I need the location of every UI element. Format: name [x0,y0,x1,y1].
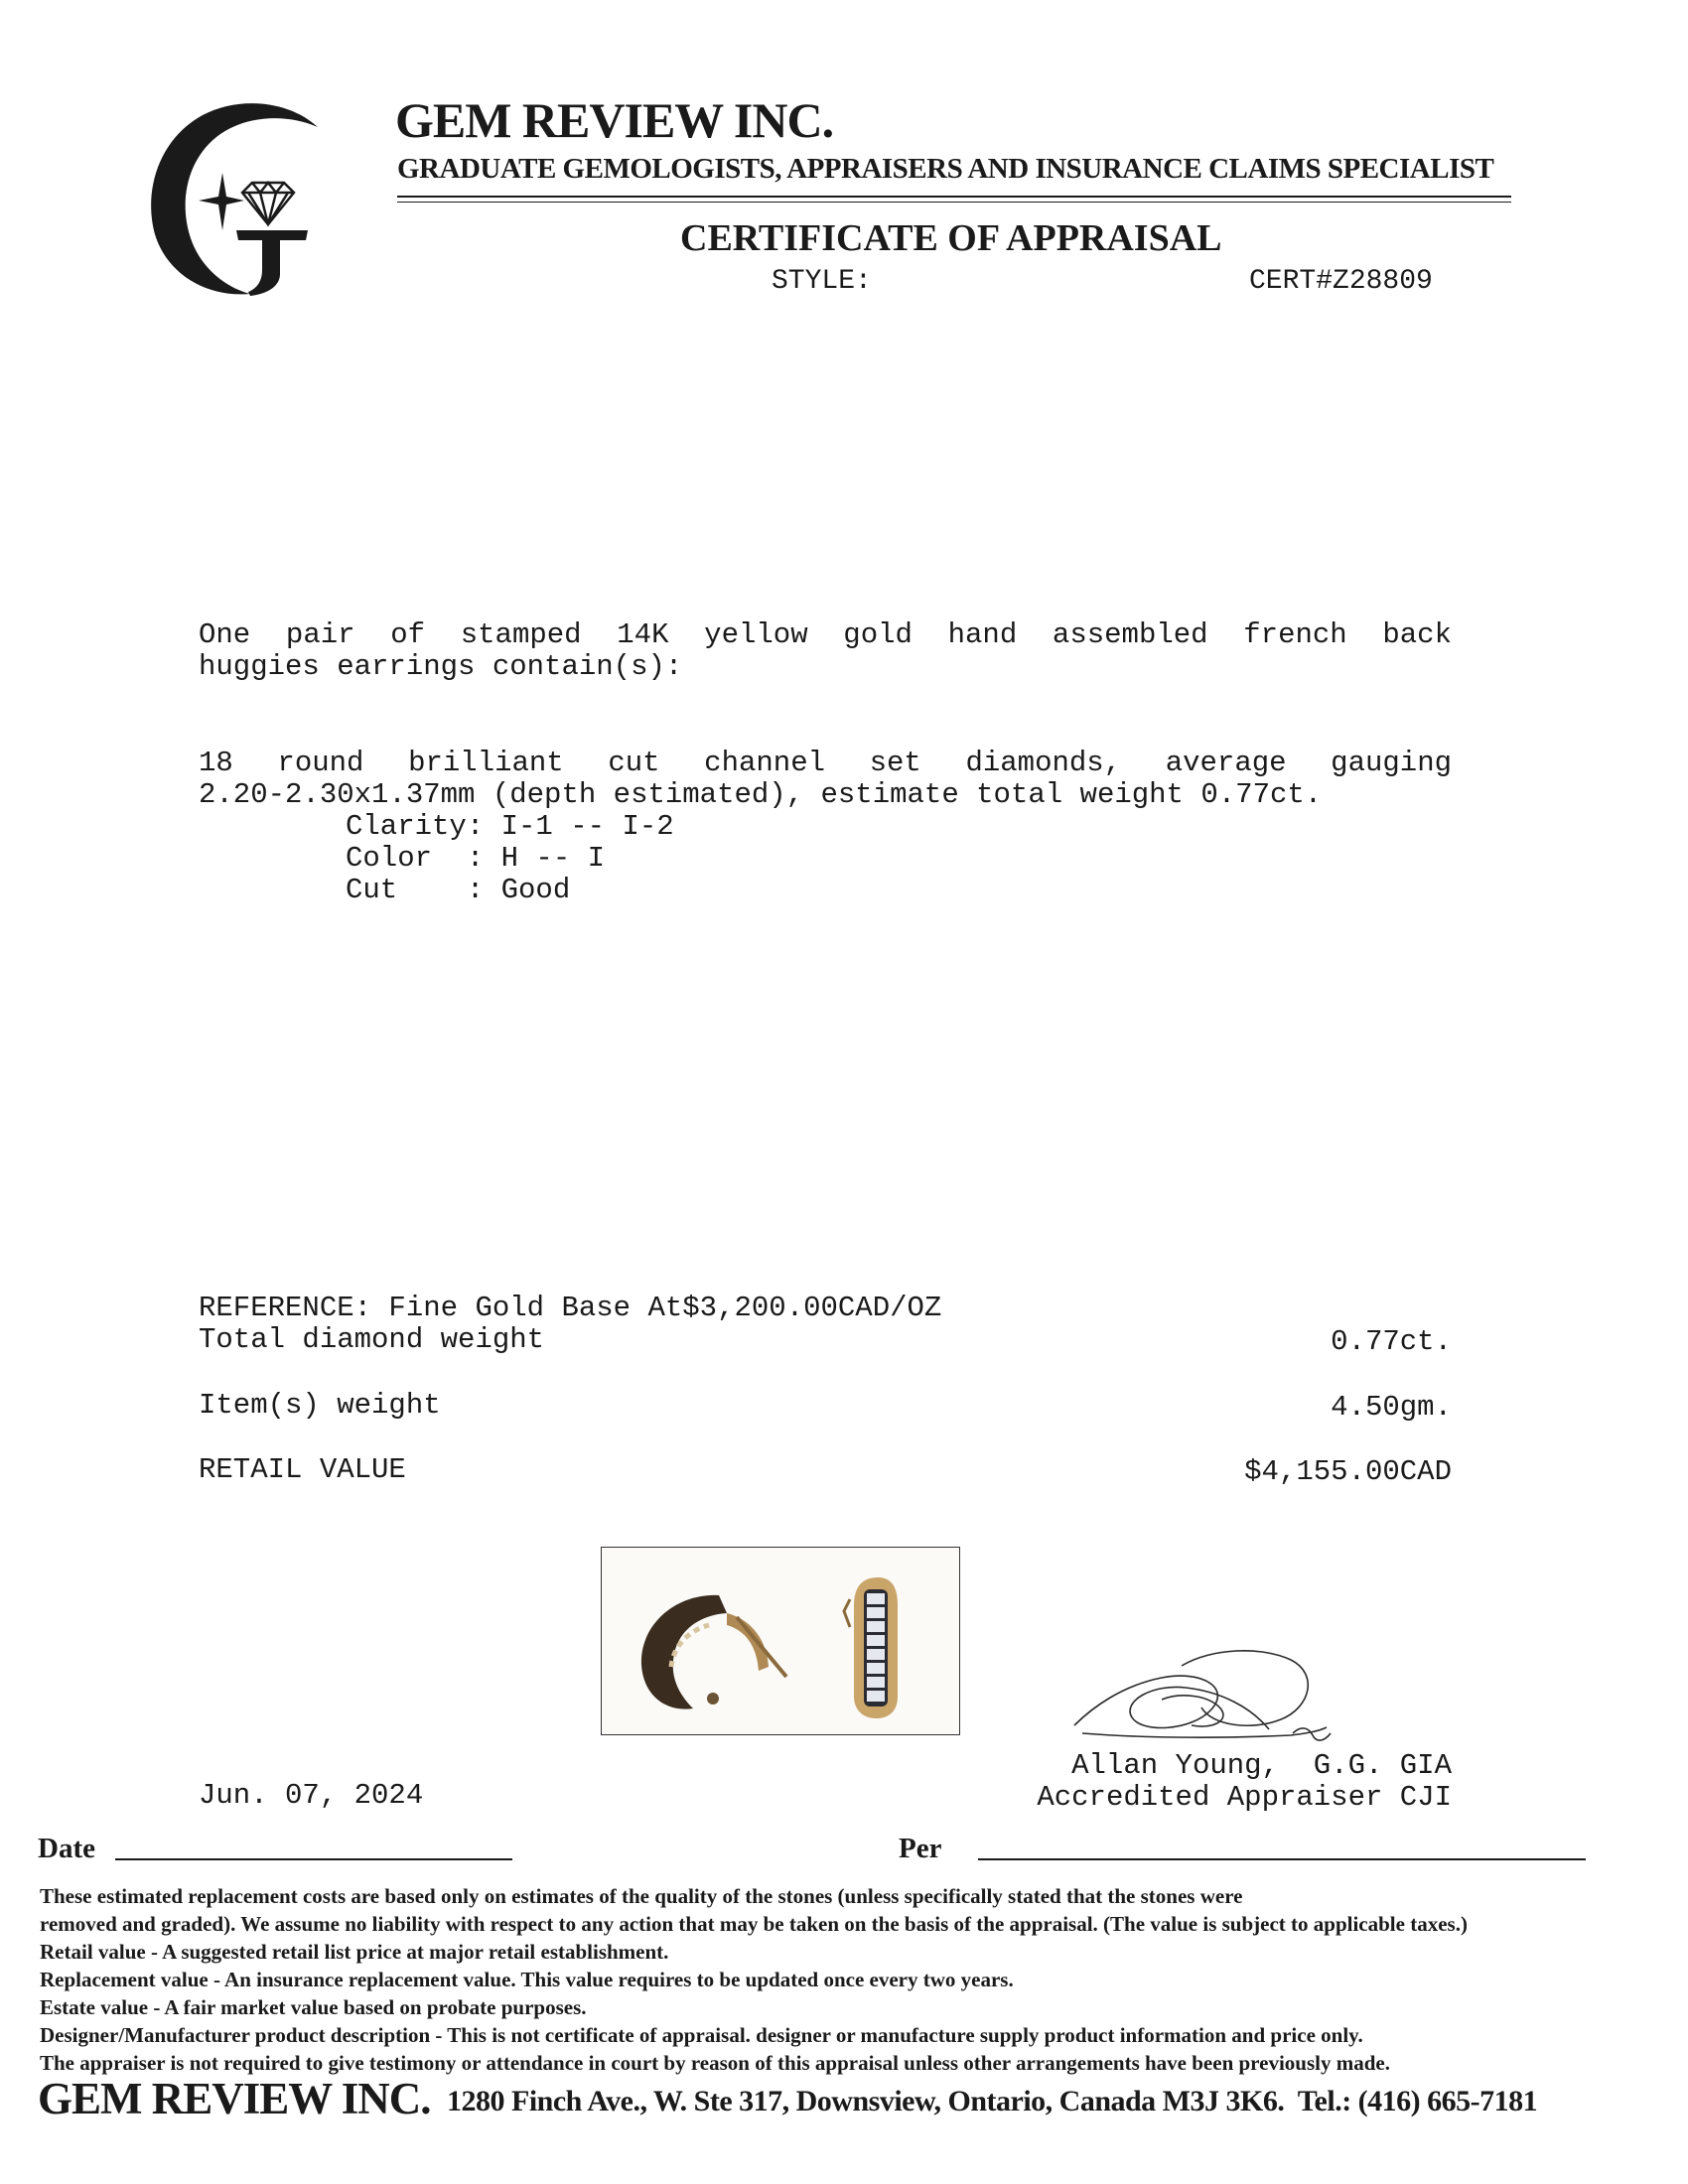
footer-company-name: GEM REVIEW INC. [38,2074,431,2123]
item-weight-value: 4.50gm. [1331,1391,1452,1424]
stone-color: Color : H -- I [346,842,606,875]
total-diamond-weight-label: Total diamond weight [199,1323,545,1356]
footer-address: 1280 Finch Ave., W. Ste 317, Downsview, Ontario, Canada M3J 3K6. Tel.: (416) 665-7181 [447,2085,1538,2117]
company-logo-icon [141,99,330,298]
header-rule-thin [397,202,1511,203]
gold-reference-price: REFERENCE: Fine Gold Base At$3,200.00CAD/OZ [199,1292,942,1324]
stone-description-line-1: 18 round brilliant cut channel set diamonds, average gauging [199,747,1452,779]
date-field-label: Date [38,1833,95,1864]
stone-description-line-2: 2.20-2.30x1.37mm (depth estimated), estimate total weight 0.77ct. [199,778,1323,811]
certificate-title: CERTIFICATE OF APPRAISAL [680,217,1222,259]
style-label: STYLE: [772,266,872,297]
certificate-number: CERT#Z28809 [1249,266,1433,297]
per-field-line [978,1858,1586,1860]
retail-value-value: $4,155.00CAD [1244,1455,1452,1488]
disclaimer-line: These estimated replacement costs are based only on estimates of the quality of the stones (unless specifically stated that the stones were [40,1884,1243,1908]
disclaimer-line: Designer/Manufacturer product description - This is not certificate of appraisal. designer or manufacture supply product information and price only. [40,2023,1363,2047]
company-tagline: GRADUATE GEMOLOGISTS, APPRAISERS AND INSURANCE CLAIMS SPECIALIST [397,153,1494,185]
company-name: GEM REVIEW INC. [395,92,834,148]
earrings-photo [601,1547,960,1735]
disclaimer-line: Estate value - A fair market value based on probate purposes. [40,1995,587,2019]
appraiser-name: Allan Young, G.G. GIA [1071,1749,1452,1782]
stone-cut: Cut : Good [346,874,571,906]
per-field-label: Per [899,1833,942,1864]
disclaimer-line: Replacement value - An insurance replacement value. This value requires to be updated once every two years. [40,1968,1014,1991]
header-rule [397,196,1511,198]
date-field-line [115,1858,512,1860]
total-diamond-weight-value: 0.77ct. [1331,1325,1452,1358]
disclaimer-line: The appraiser is not required to give testimony or attendance in court by reason of this appraisal unless other arrangements have been previously made. [40,2051,1390,2075]
item-description-line-2: huggies earrings contain(s): [199,650,683,683]
retail-value-label: RETAIL VALUE [199,1453,406,1486]
item-description-line-1: One pair of stamped 14K yellow gold hand assembled french back [199,618,1452,651]
item-weight-label: Item(s) weight [199,1389,441,1422]
disclaimer-line: removed and graded). We assume no liability with respect to any action that may be taken on the basis of the appraisal. (The value is subject to applicable taxes.) [40,1912,1468,1936]
stone-clarity: Clarity: I-1 -- I-2 [346,810,674,843]
appraisal-date: Jun. 07, 2024 [199,1779,424,1812]
appraiser-signature [1062,1638,1360,1747]
appraiser-title: Accredited Appraiser CJI [1037,1781,1452,1814]
disclaimer-line: Retail value - A suggested retail list price at major retail establishment. [40,1940,669,1964]
